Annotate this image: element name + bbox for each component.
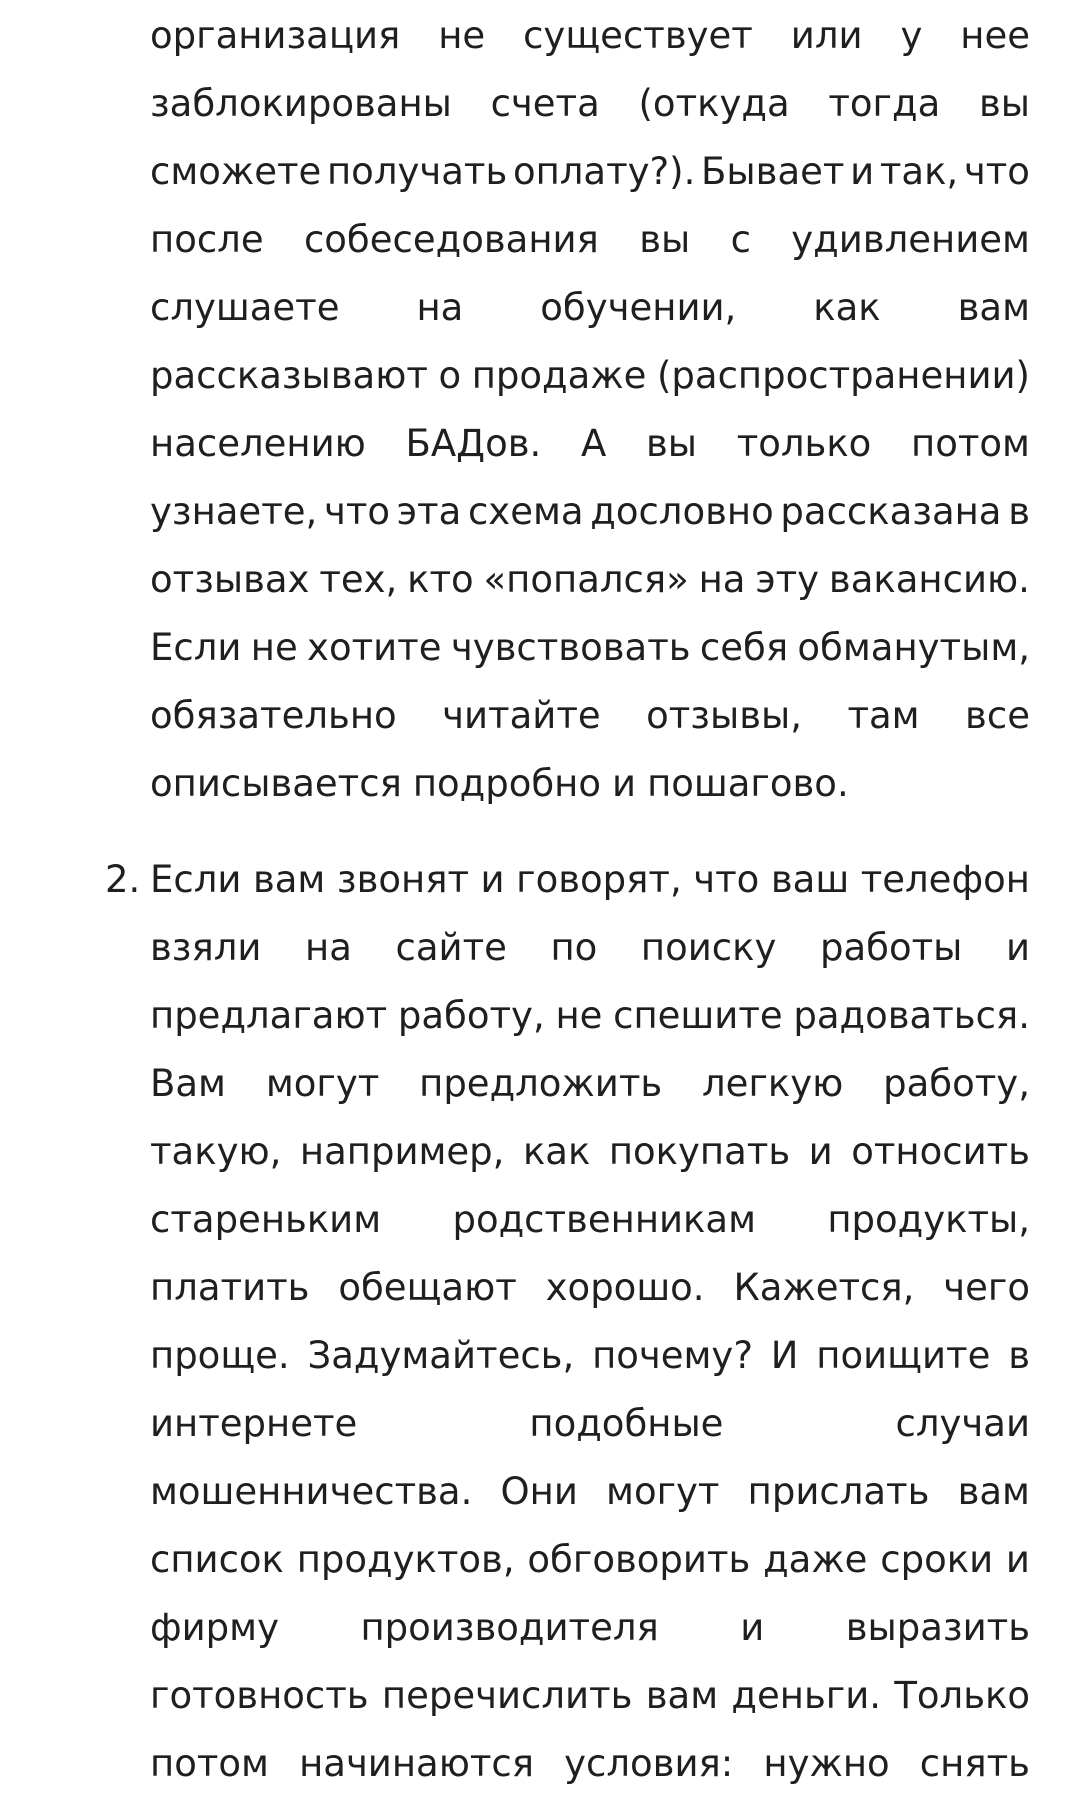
word: у — [900, 14, 923, 57]
word: и — [1005, 926, 1030, 969]
text-line — [150, 682, 1030, 750]
word: и — [480, 858, 505, 901]
word: по — [550, 926, 598, 969]
word: хорошо. — [545, 1266, 705, 1309]
word: предложить — [419, 1062, 663, 1105]
word: производителя — [360, 1606, 659, 1649]
word: звонят — [336, 858, 470, 901]
word: вам — [252, 858, 326, 901]
word: все — [965, 694, 1030, 737]
word: интернете — [150, 1402, 358, 1445]
word: радоваться. — [793, 994, 1030, 1037]
word: (распространении) — [656, 354, 1030, 397]
text-line — [150, 982, 1030, 1050]
word: вам — [957, 286, 1030, 329]
word: сайте — [395, 926, 507, 969]
text-line — [150, 614, 1030, 682]
word: продаже — [471, 354, 647, 397]
word: вы — [978, 82, 1030, 125]
text-line — [150, 1322, 1030, 1390]
word: поиску — [640, 926, 777, 969]
word: обманутым, — [797, 626, 1030, 669]
word: обещают — [338, 1266, 517, 1309]
word: отзывы, — [646, 694, 802, 737]
word: прислать — [747, 1470, 930, 1513]
word: выразить — [845, 1606, 1030, 1649]
word: Если — [150, 858, 242, 901]
word: обучении, — [540, 286, 737, 329]
word: подобные — [529, 1402, 724, 1445]
word: сроки — [880, 1538, 994, 1581]
word: работу, — [397, 994, 545, 1037]
word: БАДов. — [405, 422, 542, 465]
word: не — [555, 994, 603, 1037]
word: оплату?). — [512, 150, 696, 193]
word: чего — [943, 1266, 1030, 1309]
word: такую, — [150, 1130, 282, 1173]
word: могут — [265, 1062, 380, 1105]
word: продукты, — [827, 1198, 1030, 1241]
word: с — [730, 218, 751, 261]
word: (откуда — [638, 82, 790, 125]
word: обязательно — [150, 694, 397, 737]
word: вам — [645, 1674, 719, 1717]
word: хотите — [307, 626, 442, 669]
text-line — [150, 1458, 1030, 1526]
word: вы — [639, 218, 691, 261]
text-line — [150, 342, 1030, 410]
text-line — [150, 546, 1030, 614]
word: о — [438, 354, 462, 397]
word: платить — [150, 1266, 310, 1309]
word: продуктов, — [296, 1538, 515, 1581]
word: говорят, — [516, 858, 682, 901]
word: могут — [606, 1470, 720, 1513]
word: нее — [960, 14, 1030, 57]
word: кто — [407, 558, 474, 601]
text-line — [150, 1186, 1030, 1254]
word: что — [963, 150, 1030, 193]
paragraph-continued — [150, 2, 1030, 818]
word: проще. — [150, 1334, 290, 1377]
word: подробно — [412, 762, 602, 805]
word: готовность — [150, 1674, 369, 1717]
text-line — [150, 1730, 1030, 1798]
word: не — [250, 626, 298, 669]
word: Только — [894, 1674, 1030, 1717]
word: перечислить — [381, 1674, 633, 1717]
word: в — [1008, 490, 1030, 533]
word: рассказывают — [150, 354, 428, 397]
word: вакансию. — [828, 558, 1030, 601]
word: тех, — [319, 558, 398, 601]
text-line — [150, 1254, 1030, 1322]
word: эту — [755, 558, 820, 601]
word: и — [850, 150, 875, 193]
text-line — [150, 914, 1030, 982]
word: легкую — [702, 1062, 844, 1105]
word: как — [522, 1130, 591, 1173]
word: сможете — [150, 150, 322, 193]
word: собеседования — [303, 218, 599, 261]
word: например, — [299, 1130, 505, 1173]
word: описывается — [150, 762, 402, 805]
word: в — [1008, 1334, 1030, 1377]
word: стареньким — [150, 1198, 382, 1241]
text-line — [150, 2, 1030, 70]
word: потом — [911, 422, 1030, 465]
word: предлагают — [150, 994, 388, 1037]
word: «попался» — [483, 558, 689, 601]
text-line — [150, 206, 1030, 274]
word: слушаете — [150, 286, 340, 329]
text-line — [150, 478, 1030, 546]
word: Бывает — [701, 150, 845, 193]
word: читайте — [442, 694, 601, 737]
text-line — [150, 750, 1030, 818]
word: потом — [150, 1742, 269, 1785]
text-line — [150, 1526, 1030, 1594]
word: так, — [879, 150, 959, 193]
word: условия: — [564, 1742, 734, 1785]
word: телефон — [860, 858, 1030, 901]
word: тогда — [828, 82, 941, 125]
word: ваш — [770, 858, 850, 901]
list-marker: 2. — [105, 858, 141, 901]
word: работу, — [883, 1062, 1030, 1105]
word: почему? — [592, 1334, 753, 1377]
word: работы — [819, 926, 963, 969]
word: список — [150, 1538, 284, 1581]
word: мошенничества. — [150, 1470, 473, 1513]
word: Вам — [150, 1062, 226, 1105]
word: на — [416, 286, 464, 329]
word: Задумайтесь, — [307, 1334, 575, 1377]
text-line — [150, 410, 1030, 478]
word: населению — [150, 422, 366, 465]
word: себя — [699, 626, 789, 669]
word: отзывах — [150, 558, 310, 601]
word: покупать — [608, 1130, 791, 1173]
text-line — [150, 1594, 1030, 1662]
word: начинаются — [299, 1742, 535, 1785]
text-line — [150, 846, 1030, 914]
word: снять — [919, 1742, 1030, 1785]
word: и — [740, 1606, 765, 1649]
word: как — [813, 286, 881, 329]
list-item-2-text — [150, 846, 1030, 1798]
word: существует — [523, 14, 753, 57]
word: и — [808, 1130, 833, 1173]
word: фирму — [150, 1606, 279, 1649]
word: даже — [763, 1538, 868, 1581]
word: взяли — [150, 926, 262, 969]
word: поищите — [816, 1334, 991, 1377]
word: или — [790, 14, 863, 57]
word: после — [150, 218, 264, 261]
word: получать — [326, 150, 508, 193]
word: вам — [957, 1470, 1030, 1513]
word: родственникам — [452, 1198, 756, 1241]
word: пошагово. — [647, 762, 849, 805]
word: обговорить — [527, 1538, 751, 1581]
word: и — [612, 762, 637, 805]
word: относить — [851, 1130, 1030, 1173]
word: случаи — [895, 1402, 1030, 1445]
word: на — [698, 558, 746, 601]
word: схема — [467, 490, 584, 533]
word: эта — [396, 490, 462, 533]
text-line — [150, 274, 1030, 342]
word: спешите — [613, 994, 783, 1037]
text-line — [150, 1050, 1030, 1118]
word: что — [323, 490, 391, 533]
word: только — [736, 422, 872, 465]
word: вы — [645, 422, 697, 465]
word: на — [305, 926, 352, 969]
text-line — [150, 1118, 1030, 1186]
word: не — [438, 14, 486, 57]
word: деньги. — [731, 1674, 882, 1717]
word: что — [693, 858, 760, 901]
word: заблокированы — [150, 82, 452, 125]
word: удивлением — [791, 218, 1030, 261]
word: и — [1005, 1538, 1030, 1581]
word: Они — [500, 1470, 578, 1513]
word: Кажется, — [733, 1266, 915, 1309]
word: дословно — [590, 490, 774, 533]
text-line — [150, 70, 1030, 138]
word: нужно — [763, 1742, 890, 1785]
word: там — [847, 694, 920, 737]
text-line — [150, 1390, 1030, 1458]
word: А — [580, 422, 607, 465]
word: организация — [150, 14, 401, 57]
word: Если — [150, 626, 242, 669]
word: узнаете, — [150, 490, 318, 533]
word: чувствовать — [450, 626, 691, 669]
word: счета — [490, 82, 600, 125]
word: И — [770, 1334, 799, 1377]
word: рассказана — [780, 490, 1002, 533]
text-line — [150, 138, 1030, 206]
text-line — [150, 1662, 1030, 1730]
